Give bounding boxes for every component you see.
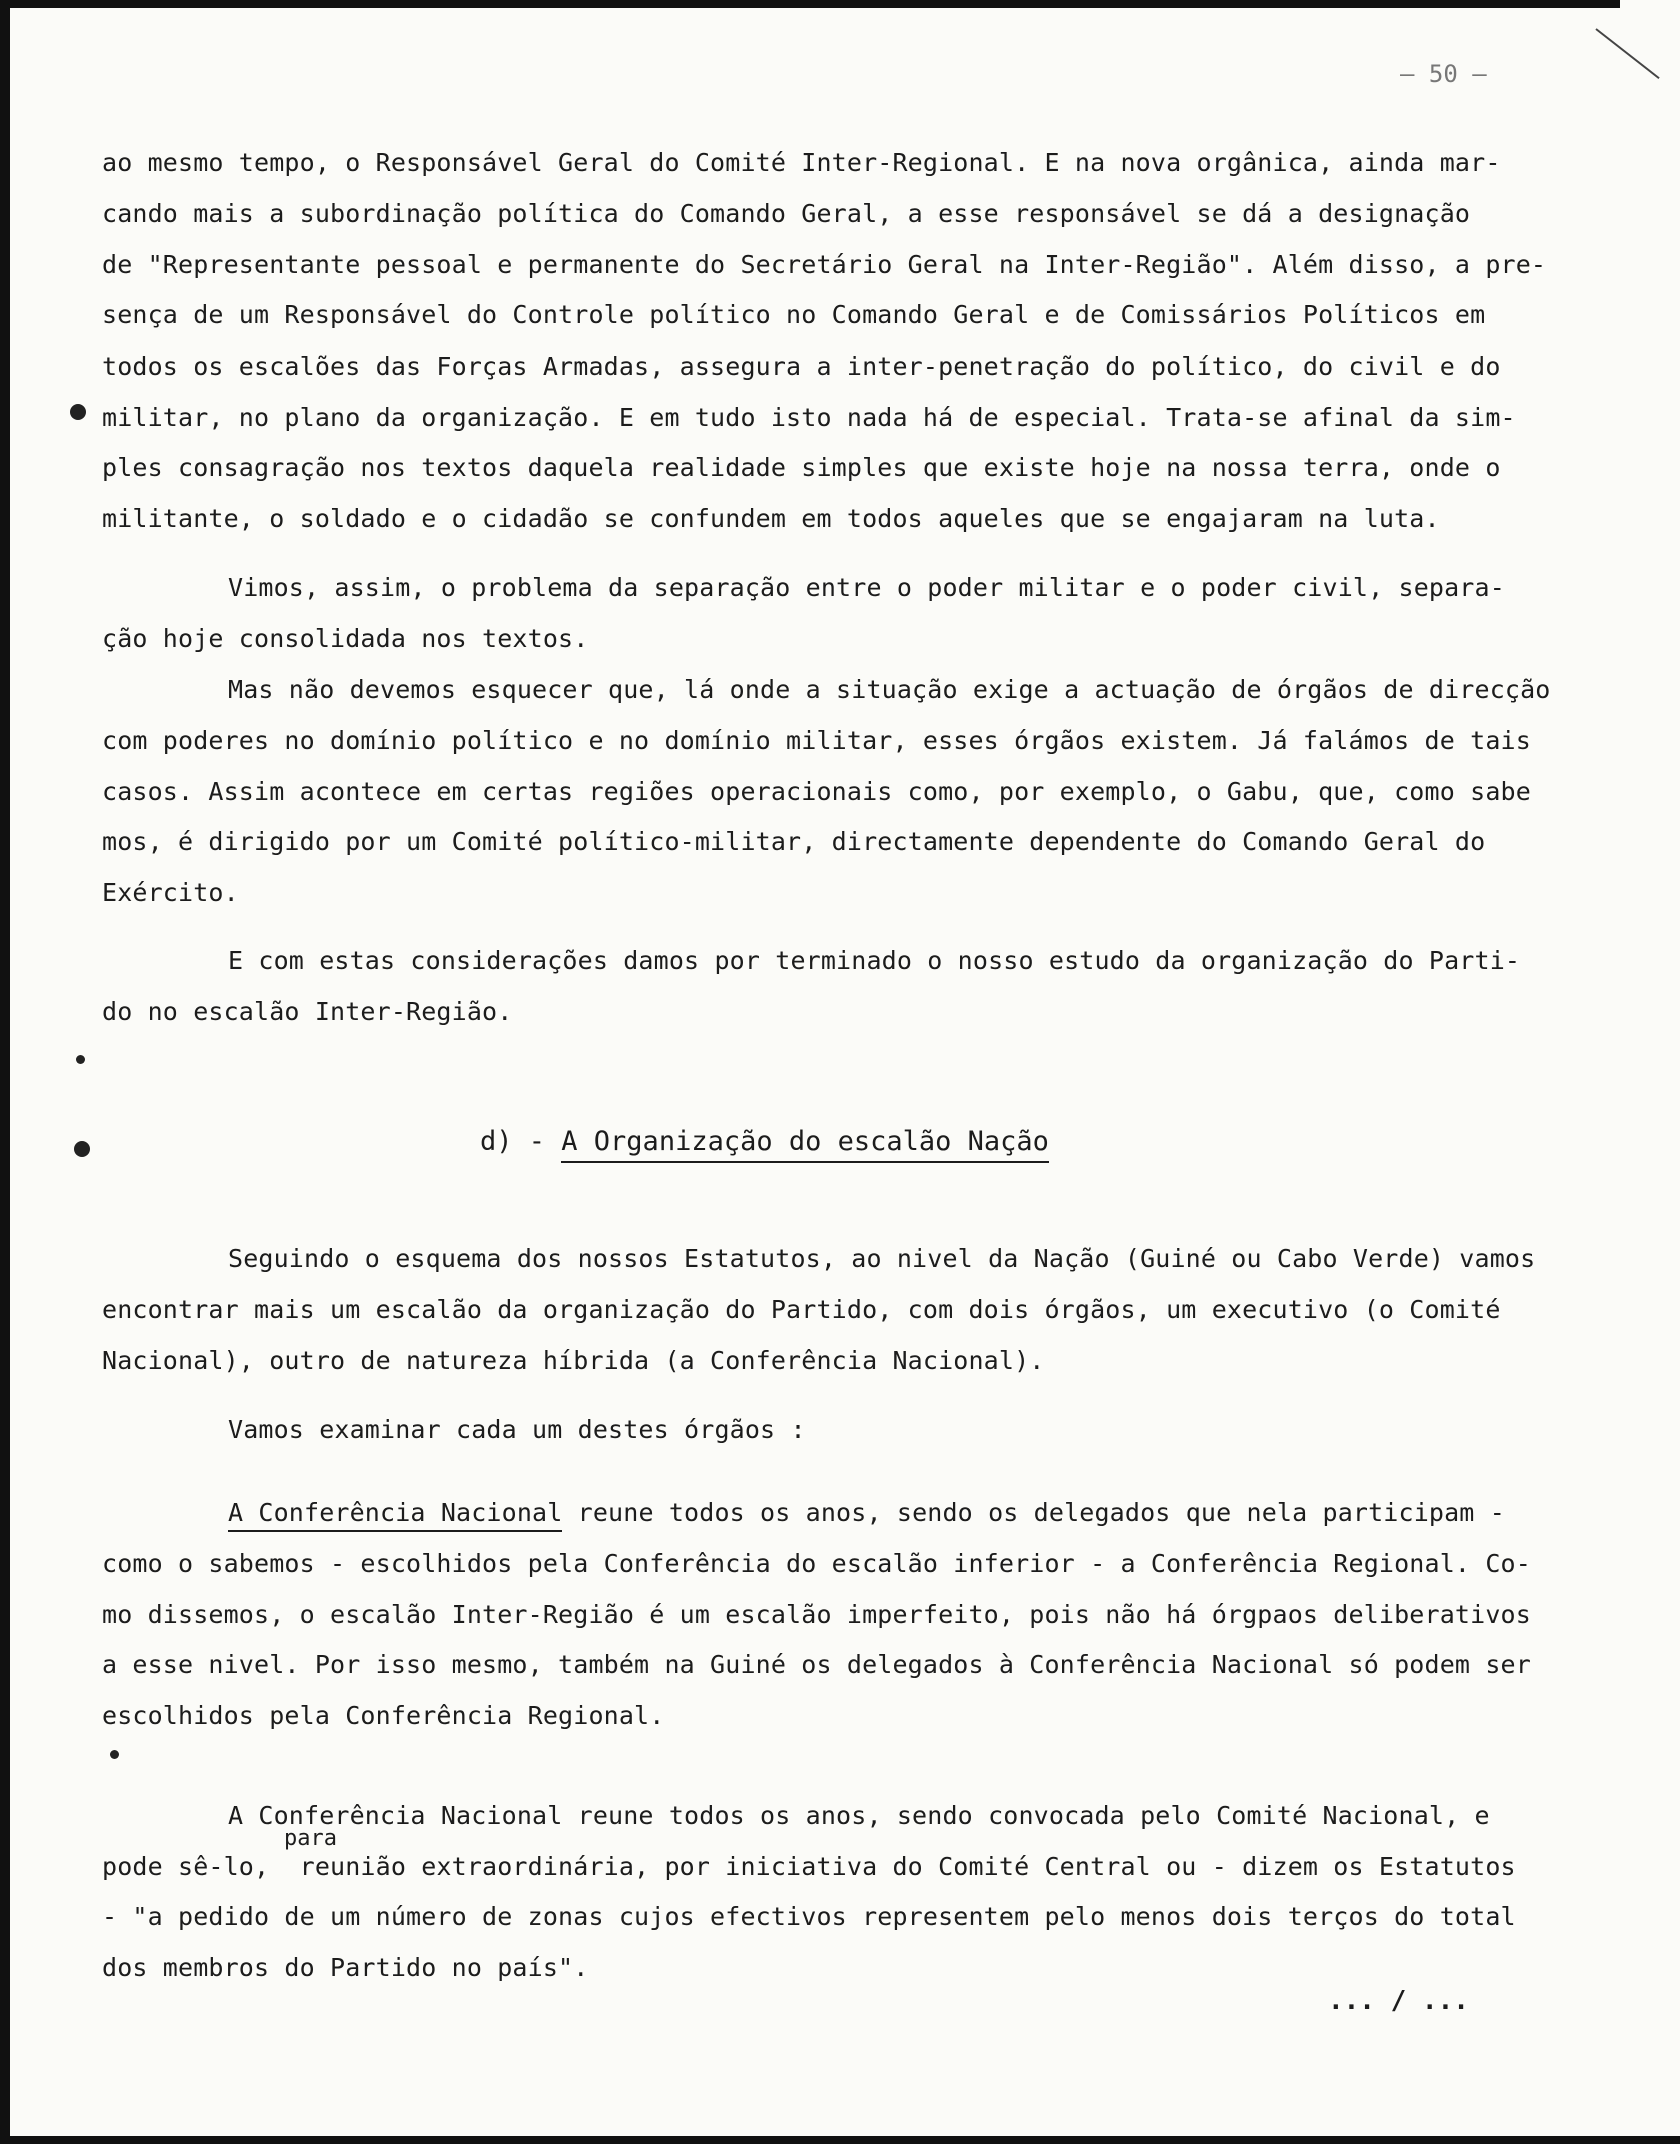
text-line: militar, no plano da organização. E em tudo isto nada há de especial. Trata-se afinal da sim- [102, 403, 1516, 432]
text-line [228, 1498, 1505, 1527]
punch-hole-mark [70, 404, 86, 420]
underlined-term: A Conferência Nacional [228, 1498, 562, 1532]
text-line: Nacional), outro de natureza híbrida (a Conferência Nacional). [102, 1346, 1045, 1375]
section-heading-title: A Organização do escalão Nação [561, 1126, 1049, 1163]
text-line: escolhidos pela Conferência Regional. [102, 1701, 665, 1730]
text-line: ao mesmo tempo, o Responsável Geral do Comité Inter-Regional. E na nova orgânica, ainda mar- [102, 148, 1501, 177]
text-line: Seguindo o esquema dos nossos Estatutos, ao nivel da Nação (Guiné ou Cabo Verde) vamos [228, 1244, 1536, 1273]
scan-corner-mark [1595, 28, 1659, 79]
text-line-rest: reune todos os anos, sendo os delegados que nela participam - [562, 1498, 1505, 1527]
text-line: cando mais a subordinação política do Comando Geral, a esse responsável se dá a designação [102, 199, 1471, 228]
text-line: como o sabemos - escolhidos pela Conferência do escalão inferior - a Conferência Regional. Co- [102, 1549, 1531, 1578]
text-line: encontrar mais um escalão da organização do Partido, com dois órgãos, um executivo (o Comité [102, 1295, 1501, 1324]
text-line: ples consagração nos textos daquela realidade simples que existe hoje na nossa terra, onde o [102, 453, 1501, 482]
text-line: A Conferência Nacional reune todos os anos, sendo convocada pelo Comité Nacional, e [228, 1801, 1490, 1830]
text-line: - "a pedido de um número de zonas cujos efectivos representem pelo menos dois terços do total [102, 1902, 1516, 1931]
punch-hole-mark [110, 1750, 119, 1759]
text-line: de "Representante pessoal e permanente do Secretário Geral na Inter-Região". Além disso, a pre- [102, 250, 1547, 279]
text-line: mos, é dirigido por um Comité político-militar, directamente dependente do Comando Geral do [102, 827, 1486, 856]
text-line: militante, o soldado e o cidadão se confundem em todos aqueles que se engajaram na luta. [102, 504, 1440, 533]
handwritten-insertion: para [284, 1826, 337, 1851]
text-line: mo dissemos, o escalão Inter-Região é um escalão imperfeito, pois não há órgpaos deliberativos [102, 1600, 1531, 1629]
section-heading-prefix: d) - [480, 1126, 562, 1157]
scan-edge-top [0, 0, 1620, 8]
text-line: dos membros do Partido no país". [102, 1953, 589, 1982]
text-line: sença de um Responsável do Controle político no Comando Geral e de Comissários Políticos em [102, 300, 1486, 329]
text-line: pode sê-lo, reunião extraordinária, por iniciativa do Comité Central ou - dizem os Estatutos [102, 1852, 1516, 1881]
text-line: todos os escalões das Forças Armadas, assegura a inter-penetração do político, do civil e do [102, 352, 1501, 381]
text-line: Exército. [102, 878, 239, 907]
continuation-mark: ... / ... [1328, 1986, 1469, 2016]
scan-edge-left [0, 0, 10, 2144]
text-line: com poderes no domínio político e no domínio militar, esses órgãos existem. Já falámos de tais [102, 726, 1531, 755]
section-heading [480, 1126, 1049, 1157]
page-number: — 50 — [1400, 60, 1487, 88]
punch-hole-mark [74, 1141, 90, 1157]
text-line: do no escalão Inter-Região. [102, 997, 513, 1026]
text-line: Vamos examinar cada um destes órgãos : [228, 1415, 806, 1444]
text-line: Mas não devemos esquecer que, lá onde a situação exige a actuação de órgãos de direcção [228, 675, 1551, 704]
punch-hole-mark [76, 1055, 85, 1064]
text-line: Vimos, assim, o problema da separação entre o poder militar e o poder civil, separa- [228, 573, 1505, 602]
text-line: casos. Assim acontece em certas regiões operacionais como, por exemplo, o Gabu, que, como sabe [102, 777, 1531, 806]
text-line: a esse nivel. Por isso mesmo, também na Guiné os delegados à Conferência Nacional só podem ser [102, 1650, 1531, 1679]
text-line: ção hoje consolidada nos textos. [102, 624, 589, 653]
text-line: E com estas considerações damos por terminado o nosso estudo da organização do Parti- [228, 946, 1521, 975]
scan-edge-bottom [0, 2136, 1680, 2144]
